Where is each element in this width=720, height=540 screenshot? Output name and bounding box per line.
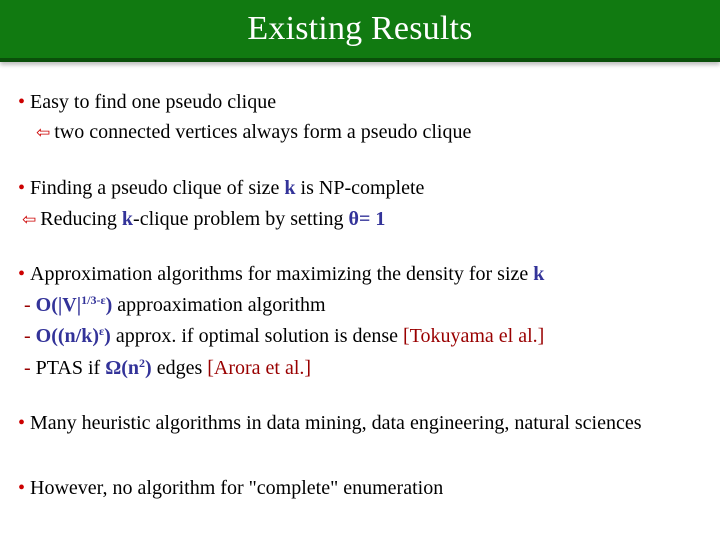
sub-item bbox=[24, 356, 311, 380]
bullet-text: Easy to find one pseudo clique bbox=[30, 91, 277, 113]
slide-title: Existing Results bbox=[247, 10, 473, 47]
bullet-text: However, no algorithm for "complete" enumeration bbox=[30, 477, 444, 499]
sub-text: approx. if optimal solution is dense bbox=[115, 325, 399, 347]
dash-marker: - bbox=[24, 294, 31, 316]
math-theta: θ= 1 bbox=[348, 208, 386, 230]
sub-text: PTAS if bbox=[35, 357, 106, 379]
math-expression: $O(|V|^{1/3-\varepsilon})$ bbox=[35, 293, 113, 316]
math-k: k bbox=[533, 263, 545, 285]
math-k: k bbox=[284, 177, 296, 199]
math-expression: $O((n/k)^\varepsilon)$ bbox=[35, 324, 111, 347]
sub-text: Reducing bbox=[40, 208, 122, 230]
sub-text: approaximation algorithm bbox=[117, 294, 326, 316]
sub-item bbox=[24, 293, 326, 317]
bullet-item bbox=[18, 262, 544, 286]
dash-marker: - bbox=[24, 357, 31, 379]
bullet-item bbox=[18, 411, 642, 435]
bullet-text: Finding a pseudo clique of size bbox=[30, 177, 285, 199]
sub-item bbox=[22, 207, 385, 232]
sub-text-mid: -clique problem by setting bbox=[133, 208, 349, 230]
dash-marker: - bbox=[24, 325, 31, 347]
sub-item bbox=[36, 120, 471, 145]
bullet-item bbox=[18, 476, 443, 500]
bullet-text: Approximation algorithms for maximizing the density for size bbox=[30, 263, 534, 285]
sub-text: two connected vertices always form a pseudo clique bbox=[54, 121, 472, 143]
bullet-item bbox=[18, 90, 276, 114]
bullet-icon: • bbox=[18, 177, 26, 199]
bullet-icon: • bbox=[18, 477, 26, 499]
citation: [Tokuyama el al.] bbox=[403, 325, 545, 347]
math-k: k bbox=[121, 208, 134, 230]
math-expression: $\Omega(n^2)$ bbox=[105, 356, 152, 379]
arrow-left-icon: ⇦ bbox=[22, 210, 37, 230]
sub-text-rest: edges bbox=[156, 357, 203, 379]
bullet-text-post: is NP-complete bbox=[295, 177, 425, 199]
bullet-icon: • bbox=[18, 412, 26, 434]
bullet-item bbox=[18, 176, 424, 200]
bullet-text: Many heuristic algorithms in data mining, data engineering, natural sciences bbox=[30, 412, 642, 434]
bullet-icon: • bbox=[18, 263, 26, 285]
sub-item bbox=[24, 324, 544, 348]
citation: [Arora et al.] bbox=[207, 357, 312, 379]
bullet-icon: • bbox=[18, 91, 26, 113]
arrow-left-icon: ⇦ bbox=[36, 123, 51, 143]
